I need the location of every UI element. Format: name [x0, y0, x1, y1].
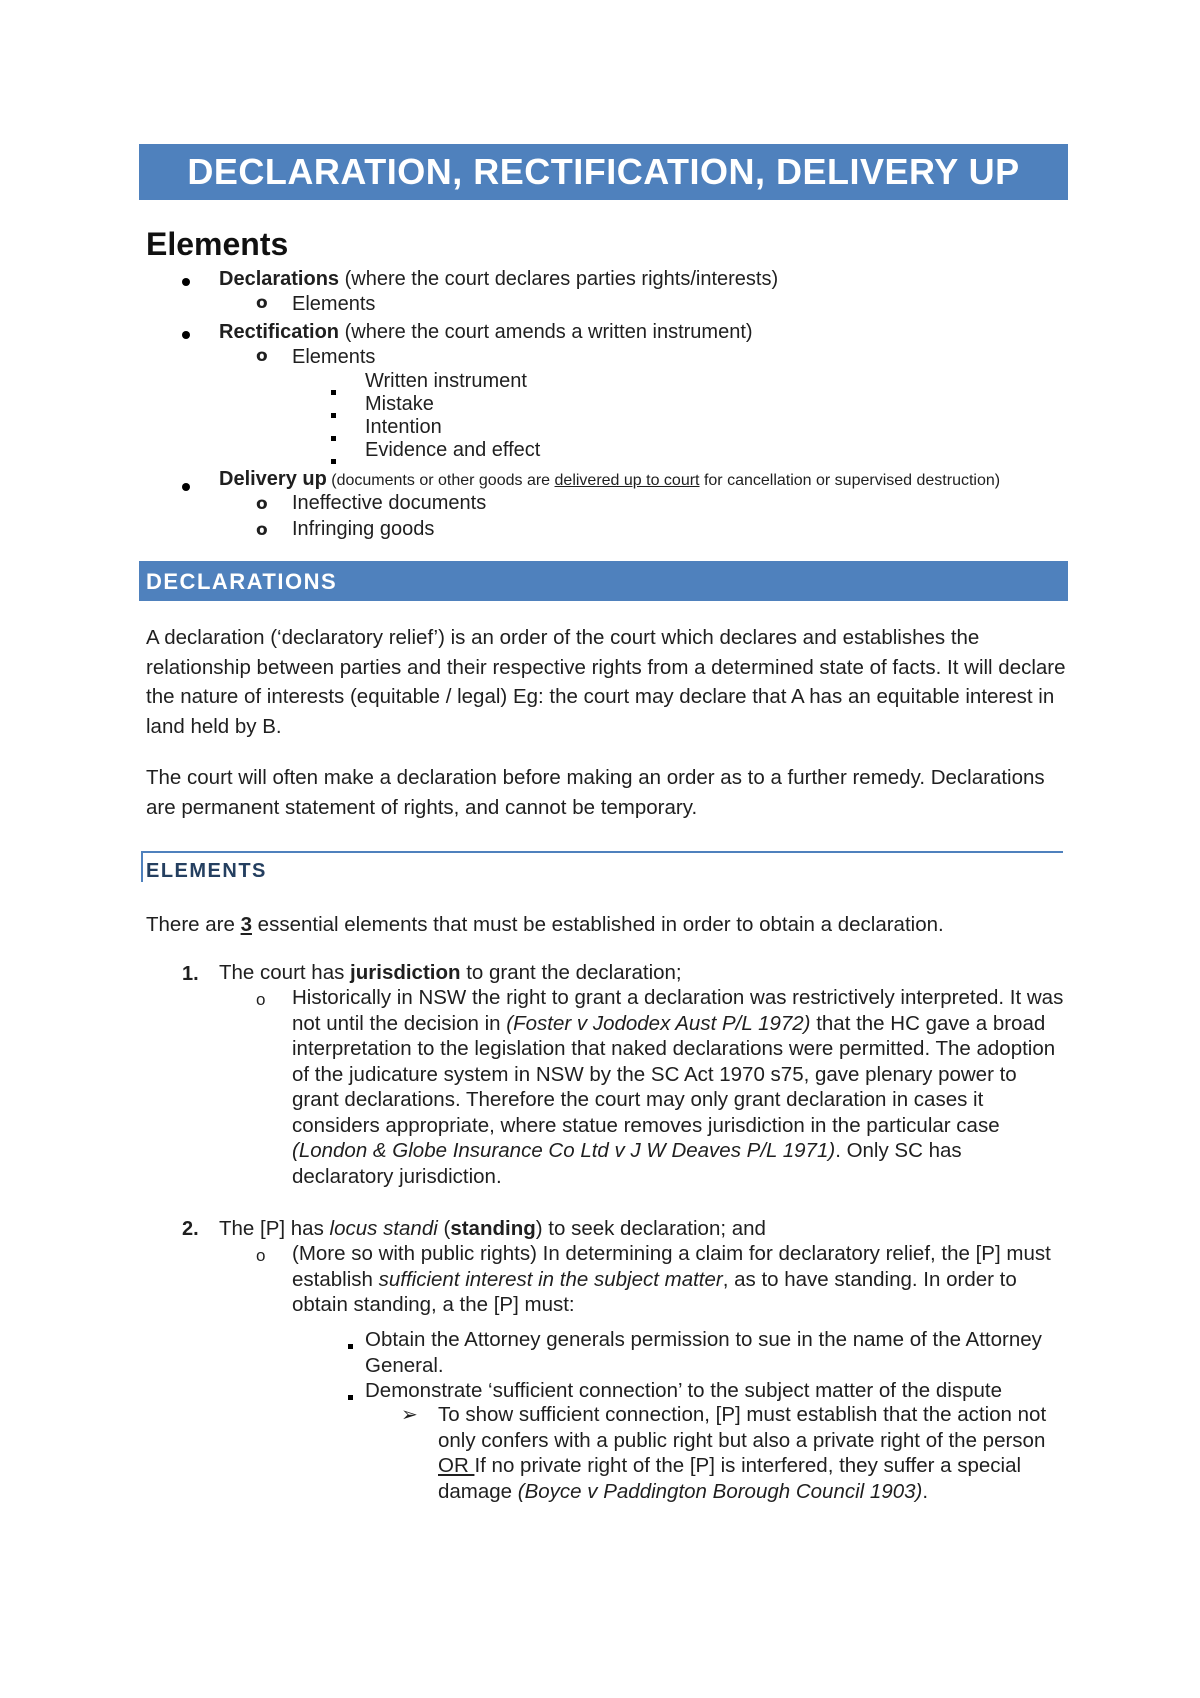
square-bullet-icon [331, 459, 336, 464]
circle-bullet-icon: o [256, 1246, 266, 1265]
list-sub-item [256, 344, 268, 367]
declarations-paragraph-2: The court will often make a declaration before making an order as to a further remedy. Declarations are permanent statement of rights, and cannot be temporary. [146, 766, 1045, 819]
list-item-delivery-up: Delivery up (documents or other goods are delivered up to court for cancellation or supervised destruction) [219, 468, 1001, 490]
list-item [182, 474, 190, 496]
bullet-icon [182, 331, 190, 339]
arrow-bullet-icon: ➢ [401, 1402, 418, 1426]
list-sub-item [256, 492, 268, 515]
list-item: Evidence and effect [365, 439, 541, 461]
elements-heading: Elements [146, 226, 289, 262]
circle-bullet-icon: o [256, 520, 268, 540]
list-item-declarations [219, 268, 778, 290]
standing-point: Demonstrate ‘sufficient connection’ to the subject matter of the dispute [365, 1379, 1002, 1402]
heading-rule [141, 851, 1063, 853]
list-number: 1. [182, 963, 199, 985]
square-bullet-icon [348, 1344, 353, 1349]
square-bullet-icon [331, 436, 336, 441]
sub-item-label: Ineffective documents [292, 492, 487, 514]
sufficient-connection-detail: To show sufficient connection, [P] must establish that the action not only confers with a public right but also a private right of the person OR If no private right of the [P] is interfered, they suffer a special damage (Boyce v Paddington Borough Council 1903). [438, 1403, 1047, 1503]
case-citation: (Foster v Jododex Aust P/L 1972) [506, 1011, 811, 1035]
list-item: Written instrument [365, 370, 527, 392]
elements-intro: There are 3 essential elements that must be established in order to obtain a declaration. [146, 913, 944, 936]
declarations-paragraph-1: A declaration (‘declaratory relief’) is an order of the court which declares and establishes the relationship between parties and their respective rights from a determined state of facts. It will declare the nature of interests (equitable / legal) Eg: the court may declare that A has an equitable interest in land held by B. [146, 626, 1066, 738]
bullet-icon [182, 483, 190, 491]
circle-bullet-icon: o [256, 346, 268, 366]
standing-point: Obtain the Attorney generals permission to sue in the name of the Attorney General. [365, 1328, 1042, 1377]
list-number: 2. [182, 1218, 199, 1240]
document-title: DECLARATION, RECTIFICATION, DELIVERY UP [139, 144, 1068, 200]
item-desc: (where the court amends a written instrument) [339, 321, 753, 343]
item-label: Declarations [219, 268, 340, 290]
list-item-rectification [219, 321, 753, 343]
list-item [182, 269, 190, 291]
heading-rule-tick [141, 851, 143, 882]
item-label: Delivery up [219, 468, 327, 490]
elements-count: 3 [240, 913, 252, 936]
element-standing: The [P] has locus standi (standing) to seek declaration; and [219, 1217, 766, 1240]
square-bullet-icon [331, 413, 336, 418]
elements-subheading: ELEMENTS [146, 860, 267, 882]
circle-bullet-icon: o [256, 494, 268, 514]
bullet-icon [182, 278, 190, 286]
list-item [182, 322, 190, 344]
item-desc: (where the court declares parties rights/interests) [339, 268, 779, 290]
item-label: Rectification [219, 321, 340, 343]
underlined-phrase: delivered up to court [554, 472, 700, 489]
list-sub-item [256, 518, 268, 541]
list-sub-item [256, 291, 268, 314]
standing-detail: (More so with public rights) In determining a claim for declaratory relief, the [P] must establish sufficient interest in the subject matter, as to have standing. In order to obtain standing, a the [P] must: [292, 1242, 1051, 1316]
circle-bullet-icon: o [256, 293, 268, 313]
declarations-heading: DECLARATIONS [139, 561, 1068, 601]
sub-item-label: Infringing goods [292, 518, 435, 540]
sub-item-label: Elements [292, 293, 376, 315]
circle-bullet-icon: o [256, 990, 266, 1009]
square-bullet-icon [331, 390, 336, 395]
list-item: Mistake [365, 393, 434, 415]
sub-item-label: Elements [292, 346, 376, 368]
list-item: Intention [365, 416, 442, 438]
element-jurisdiction: The court has jurisdiction to grant the declaration; [219, 961, 682, 984]
square-bullet-icon [348, 1395, 353, 1400]
case-citation: (London & Globe Insurance Co Ltd v J W Deaves P/L 1971) [292, 1139, 836, 1162]
jurisdiction-detail: Historically in NSW the right to grant a declaration was restrictively interpreted. It was not until the decision in (Foster v Jododex Aust P/L 1972) that the HC gave a broad interpretation to the legislation that naked declarations were permitted. The adoption of the judicature system in NSW by the SC Act 1970 s75, gave plenary power to grant declarations. Therefore the court may only grant declaration in cases it considers appropriate, where statue removes jurisdiction in the particular case (London & Globe Insurance Co Ltd v J W Deaves P/L 1971). Only SC has declaratory jurisdiction. [292, 986, 1064, 1188]
case-citation: (Boyce v Paddington Borough Council 1903) [517, 1479, 923, 1503]
